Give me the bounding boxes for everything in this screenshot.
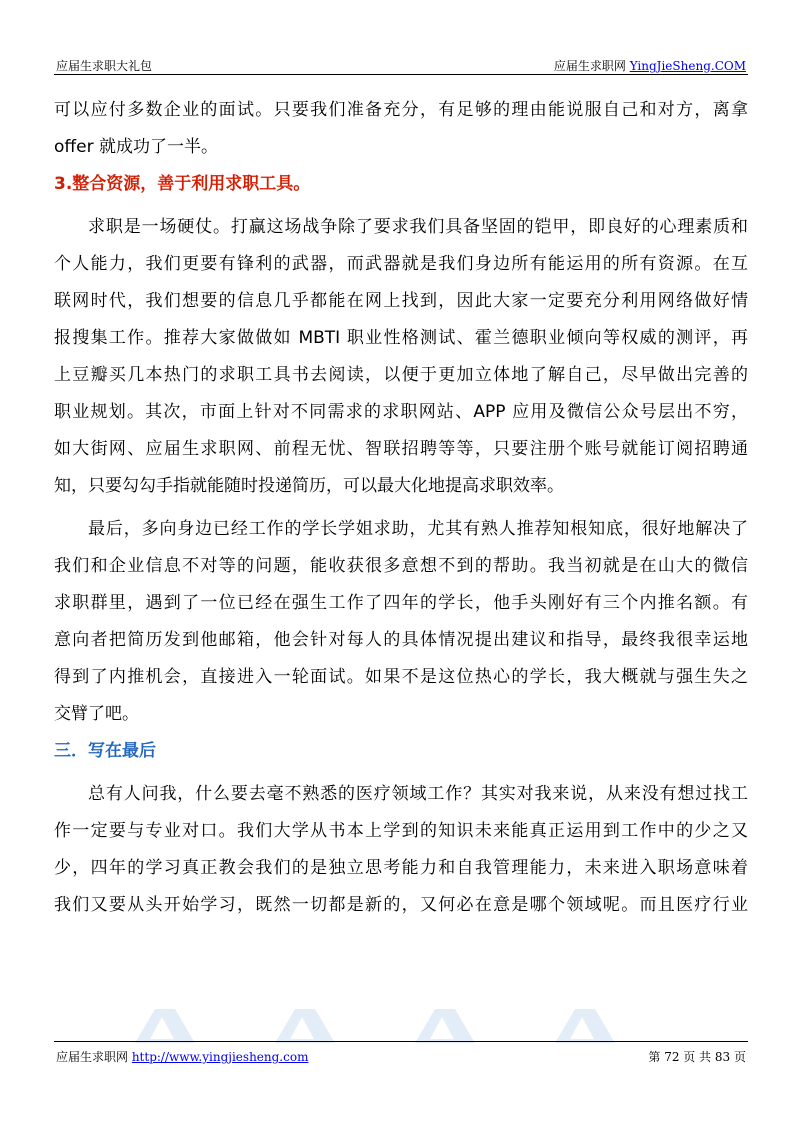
header-site-label: 应届生求职网 <box>553 59 630 73</box>
footer-site-label: 应届生求职网 <box>56 1050 132 1064</box>
text-line: 联网时代，我们想要的信息几乎都能在网上找到，因此大家一定要充分利用网络做好情 <box>54 291 748 311</box>
text-line: 求职群里，遇到了一位已经在强生工作了四年的学长，他手头刚好有三个内推名额。有 <box>54 593 748 613</box>
paragraph-job-tools <box>54 209 748 505</box>
text-line: 个人能力，我们更要有锋利的武器，而武器就是我们身边所有能运用的所有资源。在互 <box>54 254 748 274</box>
text-line: 最后，多向身边已经工作的学长学姐求助，尤其有熟人推荐知根知底，很好地解决了 <box>88 519 748 539</box>
section-heading-integrate-resources: 3.整合资源，善于利用求职工具。 <box>54 174 311 194</box>
page-header <box>54 52 748 75</box>
text-line: 作一定要与专业对口。我们大学从书本上学到的知识未来能真正运用到工作中的少之又 <box>54 821 748 841</box>
text-line: 知，只要勾勾手指就能随时投递简历，可以最大化地提高求职效率。 <box>54 476 564 496</box>
intro-paragraph <box>54 92 748 166</box>
page-number: 第 72 页 共 83 页 <box>648 1050 746 1064</box>
header-site <box>554 57 746 74</box>
header-site-link[interactable]: YingJieSheng.COM <box>629 59 746 73</box>
text-line: 职业规划。其次，市面上针对不同需求的求职网站、APP 应用及微信公众号层出不穷， <box>54 402 748 422</box>
text-line: 我们和企业信息不对等的问题，能收获很多意想不到的帮助。我当初就是在山大的微信 <box>54 556 748 576</box>
text-line: 交臂了吧。 <box>54 704 139 724</box>
text-line: offer 就成功了一半。 <box>54 137 218 157</box>
text-line: 可以应付多数企业的面试。只要我们准备充分，有足够的理由能说服自己和对方，离拿 <box>54 100 748 120</box>
footer-site-link[interactable]: http://www.yingjiesheng.com <box>131 1050 309 1064</box>
text-line: 总有人问我，什么要去毫不熟悉的医疗领域工作？其实对我来说，从来没有想过找工 <box>88 784 748 804</box>
header-title: 应届生求职大礼包 <box>56 59 153 73</box>
footer-site <box>56 1048 308 1065</box>
text-line: 报搜集工作。推荐大家做做如 MBTI 职业性格测试、霍兰德职业倾向等权威的测评，再 <box>54 328 748 348</box>
text-line: 少，四年的学习真正教会我们的是独立思考能力和自我管理能力，未来进入职场意味着 <box>54 858 748 878</box>
section-heading-final-words: 三．写在最后 <box>54 741 156 761</box>
text-line: 如大街网、应届生求职网、前程无忧、智联招聘等等，只要注册个账号就能订阅招聘通 <box>54 439 748 459</box>
text-line: 得到了内推机会，直接进入一轮面试。如果不是这位热心的学长，我大概就与强生失之 <box>54 667 748 687</box>
paragraph-closing <box>54 776 748 924</box>
text-line: 上豆瓣买几本热门的求职工具书去阅读，以便于更加立体地了解自己，尽早做出完善的 <box>54 365 748 385</box>
paragraph-referral <box>54 511 748 733</box>
text-line: 求职是一场硬仗。打赢这场战争除了要求我们具备坚固的铠甲，即良好的心理素质和 <box>88 217 748 237</box>
page-footer <box>54 1041 748 1070</box>
text-line: 我们又要从头开始学习，既然一切都是新的，又何必在意是哪个领域呢。而且医疗行业 <box>54 895 748 915</box>
document-body <box>54 92 748 924</box>
text-line: 意向者把简历发到他邮箱，他会针对每人的具体情况提出建议和指导，最终我很幸运地 <box>54 630 748 650</box>
